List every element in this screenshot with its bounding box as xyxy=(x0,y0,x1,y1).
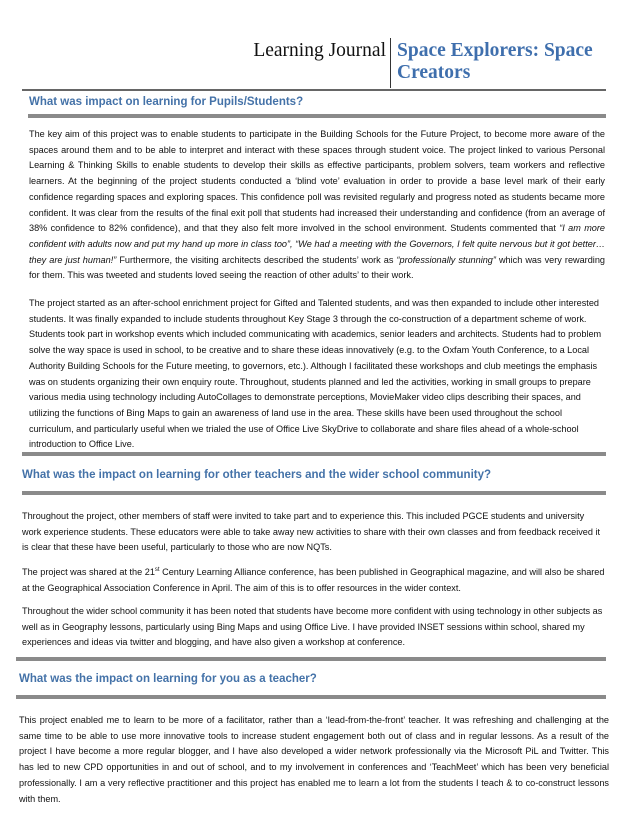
section1-top-rule xyxy=(28,114,606,118)
architect-quote: “professionally stunning” xyxy=(396,254,496,265)
section1-heading: What was impact on learning for Pupils/Students? xyxy=(29,96,304,108)
section3-heading: What was the impact on learning for you as a teacher? xyxy=(19,673,317,685)
section2-p2-text-a: The project was shared at the 21 xyxy=(22,567,155,577)
section1-p1-text-b: Furthermore, the visiting architects described the students’ work as xyxy=(116,254,397,265)
section2-heading: What was the impact on learning for other teachers and the wider school community? xyxy=(22,469,492,481)
student-quotes: “I am more confident with adults now and put my hand up more in class too”, “We had a meeting with the Governors, I felt quite nervous but it got better…they are just human!” xyxy=(29,223,605,265)
section3-paragraph-1: This project enabled me to learn to be more of a facilitator, rather than a ‘lead-from-the-front’ teacher. It was refreshing and challenging at the same time to be able to use more innovative tools to increase student engagement both out of class and in regular lessons. As a result of the project I have become a more regular blogger, and I have also developed a wider network professionally via the Microsoft PiL and Twitter. This has led to new CPD opportunities in and out of school, and to my involvement in conferences and ‘TeachMeet’ which has been very beneficial professionally. I am a very reflective practitioner and this project has enabled me to learn a lot from the students I teach & to co-construct lessons with them. xyxy=(19,715,609,804)
project-title: Space Explorers: Space Creators xyxy=(397,40,593,83)
section2-p2-text-b: Century Learning Alliance conference, has been published in Geographical magazine, and will also be shared at the Geographical Association Conference in April. The aim of this is to offer resources in the wider context. xyxy=(22,567,605,593)
section2-paragraph-3: Throughout the wider school community it has been noted that students have become more confident with using technology in other subjects as well as in Geography lessons, particularly using Bing Maps and using Office Live. I have provided INSET sessions within school, shared my experiences and ideas via twitter and blogging, and have also given a workshop at conference. xyxy=(22,606,603,648)
section3-bottom-rule xyxy=(16,695,606,699)
section1-paragraph-1 xyxy=(29,127,605,284)
section2-paragraph-1: Throughout the project, other members of staff were invited to take part and to experience this. This included PGCE students and university work experience students. These educators were able to take away new activities to share with their own classes and from feedback received it is clear that these have been useful, particularly to those who are now NQTs. xyxy=(22,511,601,553)
header-rule xyxy=(22,89,606,91)
header-divider xyxy=(390,38,391,88)
section2-bottom-rule xyxy=(22,491,606,495)
section2-paragraph-2 xyxy=(22,565,605,596)
section1-paragraph-2: The project started as an after-school enrichment project for Gifted and Talented students, and was then expanded to include other interested students. It was finally expanded to include students throughout Key Stage 3 through the co-construction of a department scheme of work. Students took part in workshop events which included communicating with academics, senior leaders and architects. Students had to problem solve the way space is used in school, to be creative and to share these ideas innovatively (e.g. to the Oxfam Youth Conference, to a Local Authority Building Schools for the Future meeting, to governors, etc.). Although I facilitated these workshops and club meetings the emphasis was on students organizing their own enquiry route. Throughout, students planned and led the activities, working in small groups to prepare various media using technology including AutoCollages to demonstrate perceptions, MovieMaker video clips describing their spaces, and utilizing the functions of Bing Maps to gain an awareness of land use in the area. These skills have been used throughout the school curriculum, and particularly useful when we trialed the use of Office Live SkyDrive to collaborate and share files ahead of a whole-school introduction to Office Live. xyxy=(29,298,602,450)
page-header xyxy=(0,36,638,90)
section2-top-rule xyxy=(22,452,606,456)
section1-p1-text-a: The key aim of this project was to enable students to participate in the Building Schools for the Future Project, to become more aware of the spaces around them and to be able to interpret and interact with these spaces through student voice. The project linked to various Personal Learning & Thinking Skills to enable students to develop their skills as effective participants, problem solvers, team workers and reflective learners. At the beginning of the project students conducted a ‘blind vote’ evaluation in order to provide a base level mark of their early confidence regarding spaces and exploring spaces. This confidence poll was revisited regularly and progress noted as students became more confident. It was clear from the results of the final exit poll that students had increased their understanding and confidence (from an average of 38% confidence to 82% confidence), and that they also felt more involved in the school environment. Students commented that xyxy=(29,129,605,234)
journal-title: Learning Journal xyxy=(253,40,386,61)
section3-top-rule xyxy=(16,657,606,661)
section1-p1-text-c: which was very rewarding for them. This was tweeted and students loved seeing the reaction of other adults’ to their work. xyxy=(29,254,605,281)
ordinal-suffix: st xyxy=(154,566,160,573)
